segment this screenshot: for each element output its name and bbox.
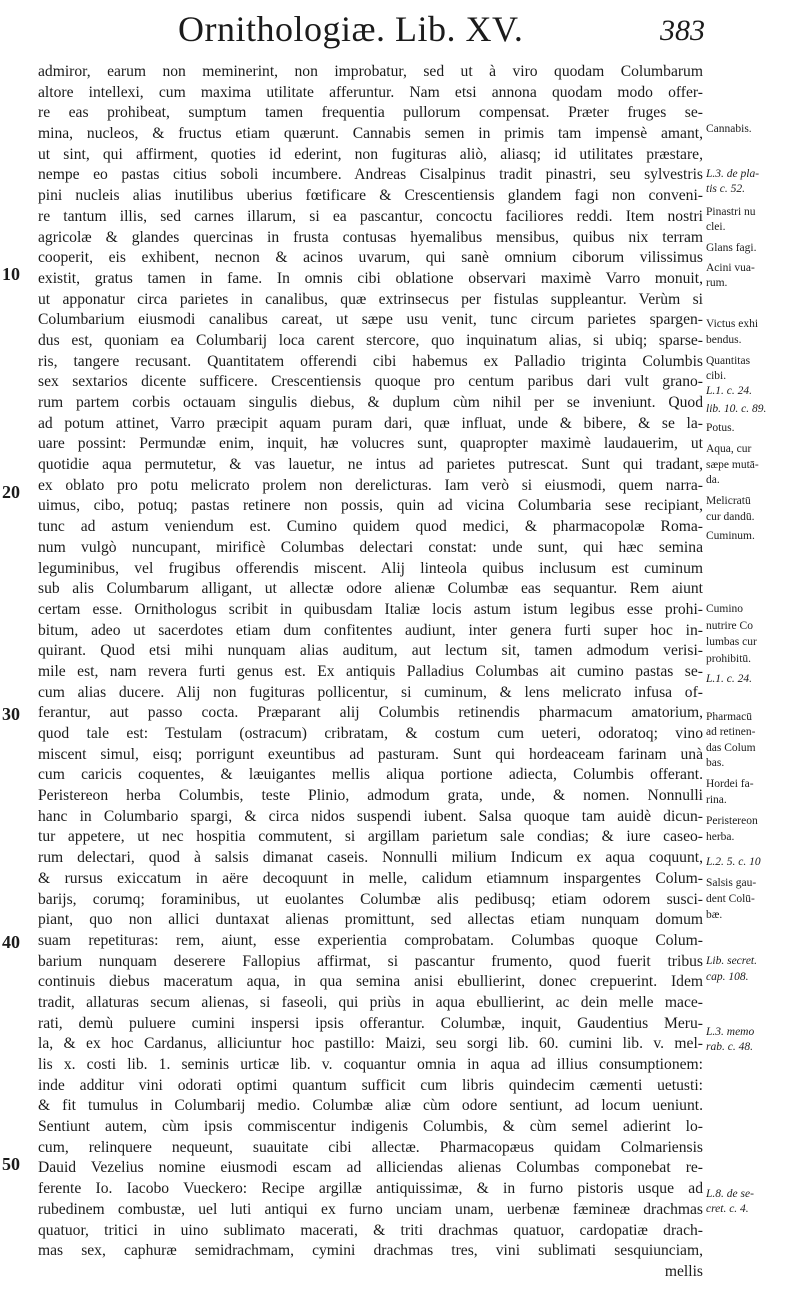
text-line: quirant. Quod etsi mihi nunquam alias auditum, aut lectum sit, tamen admodum verisi- [38,642,703,660]
margin-note: L.3. memo [706,1026,755,1038]
margin-note: Aqua, cur [706,443,752,455]
margin-note: das Colum [706,742,756,754]
margin-note: L.3. de pla- [706,168,760,180]
text-line: lis x. costi lib. 1. seminis urticæ lib. v. coquantur omnia in aqua ad illius consumptionem: [38,1056,703,1073]
text-line: rati, demù puluere cumini inspersi ipsis offerantur. Columbæ, inquit, Gaudentius Meru- [38,1014,703,1032]
text-line: Columbarium eiusmodi canalibus careat, ut sæpe usu venit, tunc circum parietes spargen- [38,311,703,329]
line-number: 10 [2,264,20,284]
text-line: re tantum illis, sed carnes illarum, si ea pascantur, concoctu faciliores reddi. Item nostri [38,207,703,225]
margin-note: Acini vua- [706,262,755,274]
running-title: Ornithologiæ. Lib. XV. [178,9,524,49]
text-line: tur appetere, ut nec hospitia commutent, si argillam parietum sale condias; & iure caseo- [38,828,703,846]
margin-note: rab. c. 48. [706,1041,753,1053]
text-line: leguminibus, vel frugibus offerendis miscent. Alij linteola quibus inclusum est cuminum [38,559,703,577]
text-line: ris, tangere recusant. Quantitatem offerendi cibi habemus ex Palladio triginta Columbis [38,352,703,370]
margin-note: cibi. [706,370,727,382]
text-line: rum partem corbis octauam singulis diebus, & duplum cùm nihil per se inveniunt. Quod [38,394,703,411]
text-line: cooperit, eis exhibent, necnon & acinos uvarum, qui sanè omnium ciborum vilissimus [38,249,703,267]
margin-note: Pharmacū [706,711,752,723]
margin-note: sæpe mutā- [706,459,759,471]
text-line: mas sex, caphuræ semidrachmam, cymini drachmas tres, vini sublimati sesquiunciam, [38,1242,703,1260]
margin-note: rina. [706,794,727,806]
text-line: sex sextarios dicente sufficere. Crescentiensis quoque pro centum paribus dari vult grano- [38,373,703,391]
margin-note: L.1. c. 24. [706,673,752,685]
text-line: mile est, nam revera furti genus est. Ex antiquis Palladius Columbas ait cumino pastas se- [38,662,703,680]
margin-note: rum. [706,277,728,289]
text-line: suam repetituras: rem, aiunt, esse experientia comprobatam. Columbas quoque Colum- [38,931,703,949]
text-line: & rursus exiccatum in aëre decoquunt in melle, calidum etiamnum inspargentes Colum- [38,869,703,887]
margin-note: L.8. de se- [706,1188,754,1200]
text-line: uare possint: Permundæ enim, inquit, hæ volucres sunt, quapropter maximè laudauerim, ut [38,435,703,453]
margin-note: Cuminum. [706,530,755,542]
margin-note: Peristereon [706,815,758,827]
text-line: quotidie aqua permutetur, & vas lauetur, ne intus ad parietes putrescat. Sunt qui tradant, [38,456,703,474]
margin-note: Potus. [706,422,735,434]
text-line: barium nunquam deserere Fallopius affirmat, si pascantur frumento, quod fuerit tribus [38,952,703,970]
line-number: 40 [2,932,20,952]
line-number: 50 [2,1154,20,1174]
margin-note: tis c. 52. [706,183,745,195]
text-line: rum delectari, quod à salsis dimanat caseis. Nonnulli milium Indicum ex aqua coquunt, [38,849,703,867]
text-line: ex oblato pro potu melicrato prolem non derelicturas. Iam verò si eiusmodi, quem narra- [38,476,703,494]
body-text [38,62,703,1283]
margin-note: dent Colū- [706,893,755,905]
margin-note: Glans fagi. [706,242,757,254]
margin-note: Victus exhi [706,318,759,330]
margin-note: ad retinen- [706,726,756,738]
text-line: hanc in Columbario spargi, & circa nidos suspendi iubent. Salsa quoque tam auidè dicun- [38,807,703,825]
margin-note: prohibitū. [706,653,752,665]
text-line: re eas prohibeat, sumptum tamen frequentia pullorum compensat. Præter fruges se- [38,104,703,122]
text-line: nempe eo pastas citius soboli incumbere. Andreas Cisalpinus tradit pinastri, seu sylvestris [38,166,703,184]
text-line: la, & ex hoc Cardanus, alliciuntur hoc pastillo: Maizi, seu sorgi lib. 60. cumini lib. v. mel- [38,1035,703,1053]
text-line: barijs, corumq; foraminibus, ut euolantes Columbæ alis pedibusq; etiam odorem susci- [38,890,703,908]
text-line: dus est, quoniam ea Columbarij loca carent stercore, quo inquinatum alias, si ubiq; sparse- [38,331,703,349]
text-line: tunc ad astum veniendum est. Cumino quidem quod medici, & pharmacopolæ Roma- [38,518,703,536]
text-line: mina, nucleos, & fructus etiam quærunt. Cannabis semen in primis tam impensè amant, [38,125,703,143]
margin-note: Cumino [706,603,744,615]
margin-note: herba. [706,831,735,843]
margin-note: Pinastri nu [706,206,756,218]
text-line: cum alias ducere. Alij non fugituras pollicentur, si cuminum, & lens melicrato infusa of- [38,683,703,701]
text-line: quod tale est: Testulam (ostracum) cribratam, & costum cum ueteri, odoratoq; vino [38,725,703,742]
text-line: quatuor, tritici in uino sublimato macerati, & triti drachmas quatuor, cardopatiæ drach- [38,1221,703,1239]
text-line: num vulgò nuncupant, mirificè Columbas delectari constat: unde sunt, qui hæc semina [38,538,703,556]
text-line: cum, relinquere nequeunt, suauitate cibi allectæ. Pharmacopæus quidam Colmariensis [38,1138,703,1156]
margin-note: L.1. c. 24. [706,385,752,397]
text-line: admiror, earum non meminerint, non improbatur, sed ut à viro quodam Columbarum [38,63,703,80]
text-line: miscent simul, eisq; porrigunt exeuntibus ad pasturam. Sunt qui hordeaceam farinam unà [38,745,703,763]
margin-note: nutrire Co [706,620,753,632]
text-line: uimus, cibo, potuq; pastas retinere non possis, quin ad vicina Columbaria sese recipiant, [38,497,703,515]
page-number: 383 [660,14,705,47]
text-line: altore intellexi, cum maxima utilitate afferuntur. Nam etsi annona quodam modo offer- [38,83,703,101]
text-line: ferente Io. Iacobo Vueckero: Recipe argillæ antiquissimæ, & in furno pistoris usque ad [38,1180,703,1198]
margin-note: cret. c. 4. [706,1203,749,1215]
text-line: ut apponatur circa parietes in canalibus, quæ extrinsecus per fistulas suppleantur. Verùm si [38,290,703,308]
text-line: existit, gratus tamen in fame. In omnis cibi oblatione observari maximè Varro monuit, [38,269,703,287]
margin-note: Quantitas [706,355,751,367]
text-line: cum caricis coquentes, & læuigantes mellis aliqua portione adiecta, Columbis offerant. [38,766,703,784]
line-number: 30 [2,704,20,724]
text-line: Dauid Vezelius nomine eiusmodi escam ad alliciendas alienas Columbas componebat re- [38,1159,703,1177]
margin-note: bæ. [706,909,723,921]
text-line: sub alis Columbarum alligant, ut allectæ odore alienæ Columbæ eas sequantur. Rem aiunt [38,580,703,598]
margin-note: bendus. [706,334,742,346]
margin-note: Melicratū [706,495,751,507]
text-line: rubedinem combustæ, uel luti antiqui ex furno unciam unam, uerbenæ fæmineæ drachmas [38,1200,703,1218]
margin-note: cap. 108. [706,971,749,983]
margin-note: L.2. 5. c. 10 [706,856,761,868]
margin-note: lumbas cur [706,636,757,648]
text-line: mellis [664,1262,703,1280]
margin-note: cur dandū. [706,511,755,523]
text-line: Peristereon herba Columbis, teste Plinio, admodum grata, unde, & nomen. Nonnulli [38,787,703,805]
text-line: agricolæ & glandes quercinas in frusta contusas hyemalibus mensibus, quibus nix terram [38,228,703,246]
text-line: piant, quo non allici duntaxat alienas promittunt, sed allectas etiam nunquam domum [38,911,703,929]
text-line: pini nucleis alias inutilibus uberius fœtificare & Crescentiensis glandem fagi non conveni- [38,187,703,205]
text-line: certam esse. Ornithologus scribit in quibusdam Italiæ locis astum istum legibus esse prohi- [38,600,703,618]
line-number: 20 [2,482,20,502]
text-line: continuis diebus maceratum aqua, in qua semina anisi ebullierint, donec crepuerint. Idem [38,973,703,991]
margin-note: Salsis gau- [706,877,757,889]
text-line: ad potum attinet, Varro præcipit aquam puram dari, quæ influat, unde & bibere, & se la- [38,414,703,432]
text-line: Sentiunt autem, cùm ipsis commiscentur indigenis Columbis, & cùm semel adierint lo- [38,1118,703,1136]
text-line: tradit, allaturas secum alienas, si faseoli, qui priùs in aqua ebullierint, ac dein melle mace- [38,993,703,1011]
margin-note: bas. [706,757,725,769]
margin-note: Hordei fa- [706,778,754,790]
margin-note: da. [706,474,720,486]
text-line: & fit tumulus in Columbarij medio. Columbæ aliæ cùm odore sentiunt, ad locum ueniunt. [38,1097,703,1115]
text-line: ferantur, aut passo cocta. Præparant alij Columbis retinendis pharmacum amatorium, [38,704,703,722]
text-line: bitum, adeo ut sacerdotes etiam dum confitentes audiunt, inter genera furti super hoc in- [38,621,703,639]
text-line: inde additur vini odorati optimi quantum sufficit cum libris quindecim cæmenti uetusti: [38,1076,703,1094]
margin-note: clei. [706,221,726,233]
margin-note: Lib. secret. [706,955,757,967]
margin-note: lib. 10. c. 89. [706,403,767,415]
margin-note: Cannabis. [706,123,752,135]
text-line: ut sint, qui affirment, quoties id ederint, non fugituras aliò, aliasq; id utilitates præstare, [38,145,703,163]
